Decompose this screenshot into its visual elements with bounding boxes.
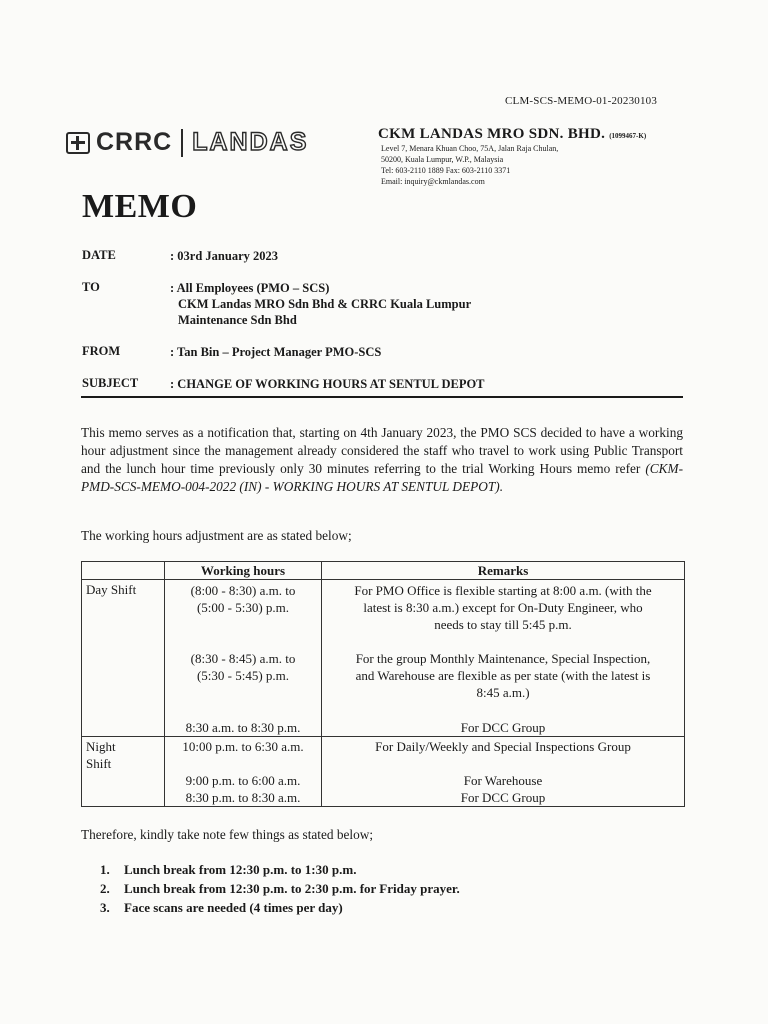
day-hours-1 (169, 582, 317, 650)
table-header-working-hours: Working hours (165, 562, 322, 580)
company-name: CKM LANDAS MRO SDN. BHD. (378, 126, 606, 142)
from-label: FROM (82, 344, 121, 358)
night-remarks-cell (322, 737, 685, 807)
night-remarks-3: For DCC Group (460, 790, 546, 805)
note-text: Lunch break from 12:30 p.m. to 2:30 p.m. for Friday prayer. (124, 881, 460, 896)
note-number: 2. (100, 881, 110, 896)
night-hours-cell (165, 737, 322, 807)
shift-label-night-text: Night Shift (86, 739, 116, 771)
day-hours-2 (169, 650, 317, 719)
note-text: Face scans are needed (4 times per day) (124, 900, 343, 915)
subject-value: : CHANGE OF WORKING HOURS AT SENTUL DEPOT (170, 377, 485, 391)
day-remarks-2 (326, 650, 680, 719)
night-hours-1: 10:00 p.m. to 6:30 a.m. (182, 739, 304, 754)
day-remarks-2-line-3: 8:45 a.m.) (476, 685, 530, 700)
list-item (100, 879, 460, 898)
company-logo (66, 128, 308, 157)
logo-landas-text: LANDAS (192, 128, 309, 156)
from-value: : Tan Bin – Project Manager PMO-SCS (170, 345, 382, 359)
night-remarks-1: For Daily/Weekly and Special Inspections Group (375, 739, 631, 754)
to-line-1: : All Employees (PMO – SCS) (170, 281, 330, 295)
company-letterhead (378, 125, 646, 187)
table-header-row (82, 562, 685, 580)
table-header-blank (82, 562, 165, 580)
memo-reference-citation: (CKM-PMD-SCS-MEMO-004-2022 (IN) - WORKING HOURS AT SENTUL DEPOT). (81, 461, 683, 494)
night-remarks-2: For Warehouse (463, 773, 543, 788)
crrc-logo-icon (66, 132, 90, 154)
note-number: 3. (100, 900, 110, 915)
day-remarks-1-line-2: latest is 8:30 a.m.) except for On-Duty Engineer, who (363, 600, 643, 615)
header-divider (81, 396, 683, 398)
to-label: TO (82, 280, 100, 294)
shift-label-day: Day Shift (82, 580, 165, 737)
day-hours-2-line-2: (5:30 - 5:45) p.m. (196, 668, 290, 683)
intro-paragraph (81, 424, 683, 496)
note-number: 1. (100, 862, 110, 877)
to-line-3: Maintenance Sdn Bhd (178, 313, 297, 327)
day-remarks-2-line-2: and Warehouse are flexible as per state (with the latest is (355, 668, 651, 683)
day-hours-1-line-1: (8:00 - 8:30) a.m. to (190, 583, 296, 598)
closing-line: Therefore, kindly take note few things as stated below; (81, 827, 374, 842)
to-value (170, 280, 471, 328)
note-text: Lunch break from 12:30 p.m. to 1:30 p.m. (124, 862, 357, 877)
table-row-day-shift (82, 580, 685, 737)
day-remarks-2-line-1: For the group Monthly Maintenance, Special Inspection, (355, 651, 651, 666)
contact-phone-line: Tel: 603-2110 1889 Fax: 603-2110 3371 (381, 166, 511, 175)
date-label: DATE (82, 248, 116, 262)
day-hours-3-line-1: 8:30 a.m. to 8:30 p.m. (185, 720, 301, 735)
address-line-1: Level 7, Menara Khuan Choo, 75A, Jalan Raja Chulan, (381, 144, 559, 153)
day-hours-3 (169, 719, 317, 736)
memo-reference: CLM-SCS-MEMO-01-20230103 (505, 95, 658, 107)
notes-list (100, 860, 460, 917)
address-line-2: 50200, Kuala Lumpur, W.P., Malaysia (381, 155, 504, 164)
shift-label-night (82, 737, 165, 807)
day-remarks-1-line-1: For PMO Office is flexible starting at 8:00 a.m. (with the (354, 583, 652, 598)
day-remarks-3-line-1: For DCC Group (460, 720, 546, 735)
table-row-night-shift (82, 737, 685, 807)
list-item (100, 860, 460, 879)
to-line-2: CKM Landas MRO Sdn Bhd & CRRC Kuala Lumpur (178, 297, 472, 311)
list-item (100, 898, 460, 917)
night-hours-3: 8:30 p.m. to 8:30 a.m. (185, 790, 301, 805)
company-registration: (1099467-K) (609, 132, 647, 140)
adjustment-intro: The working hours adjustment are as stated below; (81, 528, 352, 543)
day-remarks-1 (326, 582, 680, 650)
memo-title: MEMO (82, 188, 198, 225)
subject-label: SUBJECT (82, 376, 139, 390)
night-hours-2: 9:00 p.m. to 6:00 a.m. (185, 773, 301, 788)
logo-divider (181, 129, 183, 157)
day-remarks-1-line-3: needs to stay till 5:45 p.m. (434, 617, 572, 632)
contact-email-line: Email: inquiry@ckmlandas.com (381, 177, 485, 186)
day-hours-1-line-2: (5:00 - 5:30) p.m. (196, 600, 290, 615)
day-remarks-3 (326, 719, 680, 736)
day-hours-2-line-1: (8:30 - 8:45) a.m. to (190, 651, 296, 666)
day-remarks-cell (322, 580, 685, 737)
date-value: : 03rd January 2023 (170, 249, 278, 263)
working-hours-table (81, 561, 685, 807)
intro-text: This memo serves as a notification that, starting on 4th January 2023, the PMO SCS decided to have a working hour adjustment since the management already considered the staff who travel to work using Public Transport and the lunch hour time previously only 30 minutes referring to the trial Working Hours memo refer (81, 425, 683, 476)
day-hours-cell (165, 580, 322, 737)
table-header-remarks: Remarks (322, 562, 685, 580)
logo-crrc-text: CRRC (96, 128, 173, 156)
